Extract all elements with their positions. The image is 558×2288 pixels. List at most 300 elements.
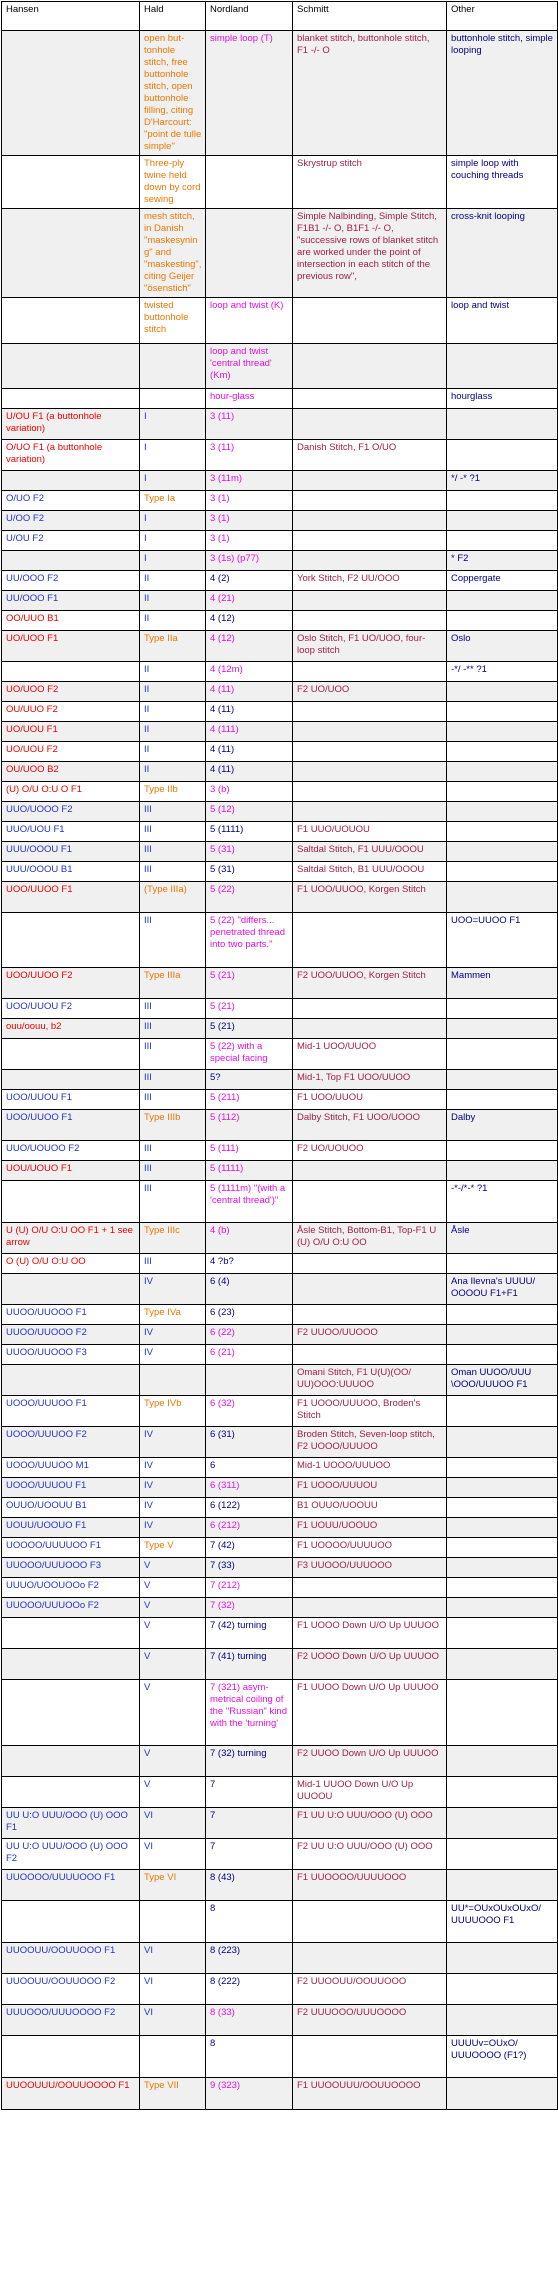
cell-nordland: 6 (22) — [206, 1325, 293, 1345]
cell-nordland: 8 (222) — [206, 1974, 293, 2005]
cell-hansen: OU/UUO F2 — [2, 702, 140, 722]
cell-schmitt — [293, 1305, 447, 1325]
table-row — [2, 1141, 558, 1161]
cell-schmitt — [293, 1181, 447, 1223]
cell-hansen — [2, 209, 140, 298]
cell-other — [447, 344, 558, 389]
cell-schmitt — [293, 742, 447, 762]
cell-other: -*/ -** ?1 — [447, 662, 558, 682]
table-row — [2, 2036, 558, 2078]
table-row — [2, 209, 558, 298]
cell-hald: II — [140, 682, 206, 702]
cell-hansen — [2, 662, 140, 682]
cell-other — [447, 1458, 558, 1478]
cell-hansen — [2, 1070, 140, 1090]
table-row — [2, 551, 558, 571]
cell-schmitt: F1 UU U:O UUU/OOO (U) OOO — [293, 1808, 447, 1839]
cell-hald: V — [140, 1618, 206, 1649]
table-row — [2, 1365, 558, 1396]
cell-other — [447, 682, 558, 702]
cell-hansen — [2, 1901, 140, 1943]
cell-hald: IV — [140, 1518, 206, 1538]
cell-hald: III — [140, 1090, 206, 1110]
cell-schmitt: F1 UUOOOO/UUUUOOO — [293, 1870, 447, 1901]
cell-other — [447, 1518, 558, 1538]
cell-hansen: U/OO F2 — [2, 511, 140, 531]
cell-schmitt — [293, 511, 447, 531]
table-row — [2, 298, 558, 344]
cell-hald: mesh stitch, in Danish "maskesyning" and "maskesting", citing Geijer "ösenstich" — [140, 209, 206, 298]
cell-hald: I — [140, 471, 206, 491]
cell-schmitt: F1 UUOO Down U/O Up UUUOO — [293, 1680, 447, 1746]
cell-other: Coppergate — [447, 571, 558, 591]
cell-hansen: UU U:O UUU/OOO (U) OOO F1 — [2, 1808, 140, 1839]
cell-hald: III — [140, 862, 206, 882]
cell-schmitt: York Stitch, F2 UU/OOO — [293, 571, 447, 591]
cell-nordland: 6 (212) — [206, 1518, 293, 1538]
cell-nordland: 7 — [206, 1777, 293, 1808]
cell-other — [447, 1254, 558, 1274]
cell-nordland: 5 (22) "differs... penetrated thread into two parts." — [206, 913, 293, 968]
table-row — [2, 1558, 558, 1578]
cell-schmitt: F2 UOO/UUOO, Korgen Stitch — [293, 968, 447, 999]
cell-schmitt — [293, 762, 447, 782]
table-row — [2, 1518, 558, 1538]
table-row — [2, 1498, 558, 1518]
cell-hansen — [2, 551, 140, 571]
cell-hansen: UU/OOO F1 — [2, 591, 140, 611]
cell-other — [447, 822, 558, 842]
cell-hald: III — [140, 1039, 206, 1070]
cell-hald: IV — [140, 1478, 206, 1498]
column-header-schmitt: Schmitt — [293, 2, 447, 31]
cell-other — [447, 862, 558, 882]
cell-nordland: 4 (11) — [206, 762, 293, 782]
cell-hansen: UO/UOU F2 — [2, 742, 140, 762]
cell-other: * F2 — [447, 551, 558, 571]
table-row — [2, 882, 558, 913]
table-row — [2, 913, 558, 968]
cell-hansen: ouu/oouu, b2 — [2, 1019, 140, 1039]
cell-other: Oslo — [447, 631, 558, 662]
cell-nordland: 7 — [206, 1839, 293, 1870]
cell-other — [447, 1478, 558, 1498]
cell-other — [447, 1680, 558, 1746]
table-row — [2, 1090, 558, 1110]
cell-hansen — [2, 1039, 140, 1070]
cell-other — [447, 1427, 558, 1458]
cell-nordland: 5 (22) with a special facing — [206, 1039, 293, 1070]
table-row — [2, 742, 558, 762]
cell-hansen — [2, 298, 140, 344]
cell-other: buttonhole stitch, simple looping — [447, 31, 558, 156]
cell-other — [447, 1345, 558, 1365]
cell-nordland: 5 (31) — [206, 842, 293, 862]
cell-other — [447, 842, 558, 862]
cell-hansen — [2, 913, 140, 968]
cell-hansen — [2, 1274, 140, 1305]
cell-hansen: UOOO/UUUOO F2 — [2, 1427, 140, 1458]
cell-hald: VI — [140, 1974, 206, 2005]
table-row — [2, 409, 558, 440]
cell-hald: II — [140, 702, 206, 722]
cell-hansen — [2, 1777, 140, 1808]
cell-hansen: OO/UUO B1 — [2, 611, 140, 631]
cell-hald: Type IIa — [140, 631, 206, 662]
cell-schmitt: Broden Stitch, Seven-loop stitch, F2 UOOO/UUUOO — [293, 1427, 447, 1458]
cell-hald — [140, 389, 206, 409]
cell-other — [447, 1161, 558, 1181]
cell-hald: Type IIIc — [140, 1223, 206, 1254]
table-row — [2, 1274, 558, 1305]
table-row — [2, 1578, 558, 1598]
column-header-nordland: Nordland — [206, 2, 293, 31]
cell-nordland: 5 (1111) — [206, 1161, 293, 1181]
cell-nordland: 6 — [206, 1458, 293, 1478]
cell-hald: Type IVb — [140, 1396, 206, 1427]
table-row — [2, 1870, 558, 1901]
header-row — [2, 2, 558, 31]
table-row — [2, 1808, 558, 1839]
table-row — [2, 1777, 558, 1808]
cell-hansen: OU/UOO B2 — [2, 762, 140, 782]
cell-other: simple loop with couching threads — [447, 156, 558, 209]
cell-hald: IV — [140, 1274, 206, 1305]
cell-hald: IV — [140, 1345, 206, 1365]
cell-hald: Type VII — [140, 2078, 206, 2110]
table-row — [2, 1478, 558, 1498]
cell-other — [447, 591, 558, 611]
cell-hald: V — [140, 1558, 206, 1578]
table-row — [2, 662, 558, 682]
cell-nordland: 3 (11) — [206, 440, 293, 471]
cell-hald: I — [140, 531, 206, 551]
cell-nordland: 7 (32) — [206, 1598, 293, 1618]
cell-schmitt: Mid-1 UUOO Down U/O Up UUOOU — [293, 1777, 447, 1808]
cell-schmitt — [293, 782, 447, 802]
cell-hald: III — [140, 822, 206, 842]
table-header — [2, 2, 558, 31]
cell-hald: V — [140, 1746, 206, 1777]
cell-schmitt: F2 UO/UOO — [293, 682, 447, 702]
table-row — [2, 782, 558, 802]
table-row — [2, 1181, 558, 1223]
cell-other: loop and twist — [447, 298, 558, 344]
cell-hansen: UOO/UUOO F2 — [2, 968, 140, 999]
cell-other — [447, 999, 558, 1019]
cell-nordland: 3 (1) — [206, 511, 293, 531]
cell-other — [447, 1019, 558, 1039]
cell-hansen: UUOOO/UUUOOo F2 — [2, 1598, 140, 1618]
table-row — [2, 1974, 558, 2005]
cell-schmitt — [293, 1901, 447, 1943]
cell-other — [447, 1305, 558, 1325]
cell-nordland: 5 (112) — [206, 1110, 293, 1141]
cell-hald: twisted buttonhole stitch — [140, 298, 206, 344]
table-row — [2, 999, 558, 1019]
table-row — [2, 1538, 558, 1558]
cell-nordland: 7 (42) turning — [206, 1618, 293, 1649]
cell-other: hourglass — [447, 389, 558, 409]
cell-hansen — [2, 1618, 140, 1649]
cell-other — [447, 440, 558, 471]
table-row — [2, 511, 558, 531]
cell-hald: II — [140, 611, 206, 631]
cell-other — [447, 882, 558, 913]
cell-other — [447, 1943, 558, 1974]
cell-other — [447, 1558, 558, 1578]
cell-nordland: 8 (43) — [206, 1870, 293, 1901]
cell-other — [447, 722, 558, 742]
cell-schmitt: F2 UO/UOUOO — [293, 1141, 447, 1161]
cell-hansen — [2, 1680, 140, 1746]
cell-schmitt — [293, 1943, 447, 1974]
cell-other — [447, 1578, 558, 1598]
table-row — [2, 440, 558, 471]
cell-other — [447, 1538, 558, 1558]
cell-other: Oman UUOO/UUU \OOO/UUUOO F1 — [447, 1365, 558, 1396]
table-row — [2, 722, 558, 742]
cell-hald — [140, 2036, 206, 2078]
cell-hald — [140, 344, 206, 389]
cell-hansen: UUOO/UUOOO F3 — [2, 1345, 140, 1365]
cell-other — [447, 762, 558, 782]
cell-schmitt — [293, 611, 447, 631]
cell-schmitt — [293, 1578, 447, 1598]
cell-nordland: loop and twist 'central thread' (Km) — [206, 344, 293, 389]
cell-hansen — [2, 2036, 140, 2078]
cell-hald: VI — [140, 1943, 206, 1974]
cell-other: UUUUv=OUxO/ UUUOOOO (F1?) — [447, 2036, 558, 2078]
cell-schmitt — [293, 1598, 447, 1618]
cell-schmitt — [293, 2036, 447, 2078]
cell-nordland: 6 (4) — [206, 1274, 293, 1305]
cell-other — [447, 1974, 558, 2005]
cell-schmitt: F2 UUOOUU/OOUUOOO — [293, 1974, 447, 2005]
cell-nordland: 8 (33) — [206, 2005, 293, 2036]
cell-hald: Type IIIb — [140, 1110, 206, 1141]
cell-nordland — [206, 209, 293, 298]
cell-hald: V — [140, 1598, 206, 1618]
cell-schmitt: Mid-1 UOOO/UUUOO — [293, 1458, 447, 1478]
cell-hansen: U (U) O/U O:U OO F1 + 1 see arrow — [2, 1223, 140, 1254]
cell-schmitt — [293, 722, 447, 742]
cell-nordland: 6 (311) — [206, 1478, 293, 1498]
cell-schmitt — [293, 471, 447, 491]
cell-schmitt: Oslo Stitch, F1 UO/UOO, four-loop stitch — [293, 631, 447, 662]
table-row — [2, 1680, 558, 1746]
cell-other — [447, 782, 558, 802]
cell-nordland: 4 ?b? — [206, 1254, 293, 1274]
cell-hansen: UOO/UUOU F2 — [2, 999, 140, 1019]
cell-nordland: 6 (21) — [206, 1345, 293, 1365]
cell-hald: Type V — [140, 1538, 206, 1558]
cell-hansen — [2, 31, 140, 156]
cell-hald: IV — [140, 1325, 206, 1345]
cell-hansen: UUO/UOUOO F2 — [2, 1141, 140, 1161]
table-body — [2, 31, 558, 2110]
cell-hansen — [2, 344, 140, 389]
cell-hansen — [2, 1649, 140, 1680]
cell-other — [447, 2078, 558, 2110]
cell-nordland: 7 (212) — [206, 1578, 293, 1598]
cell-hald: I — [140, 440, 206, 471]
cell-schmitt — [293, 1161, 447, 1181]
table-row — [2, 1901, 558, 1943]
cell-hansen: OUUO/UOOUU B1 — [2, 1498, 140, 1518]
cell-hansen: UUU/OOOU F1 — [2, 842, 140, 862]
cell-schmitt: B1 OUUO/UOOUU — [293, 1498, 447, 1518]
table-row — [2, 1223, 558, 1254]
cell-nordland: 6 (122) — [206, 1498, 293, 1518]
cell-other: Dalby — [447, 1110, 558, 1141]
cell-schmitt: F1 UOOOO/UUUUOO — [293, 1538, 447, 1558]
cell-nordland: 6 (23) — [206, 1305, 293, 1325]
cell-hald: III — [140, 1161, 206, 1181]
cell-nordland: 7 (42) — [206, 1538, 293, 1558]
table-row — [2, 156, 558, 209]
cell-hald: III — [140, 1019, 206, 1039]
table-row — [2, 1161, 558, 1181]
cell-hansen: UOOO/UUUOO F1 — [2, 1396, 140, 1427]
cell-hald: I — [140, 551, 206, 571]
cell-nordland: 4 (b) — [206, 1223, 293, 1254]
cell-schmitt: F1 UOO/UUOO, Korgen Stitch — [293, 882, 447, 913]
cell-hansen: UU U:O UUU/OOO (U) OOO F2 — [2, 1839, 140, 1870]
cell-hald: VI — [140, 1808, 206, 1839]
table-row — [2, 344, 558, 389]
column-header-other: Other — [447, 2, 558, 31]
cell-nordland: 3 (1) — [206, 531, 293, 551]
cell-hansen: UOO/UUOO F1 — [2, 1110, 140, 1141]
cell-nordland: 5 (111) — [206, 1141, 293, 1161]
cell-nordland: 5? — [206, 1070, 293, 1090]
cell-nordland: 4 (12) — [206, 631, 293, 662]
table-row — [2, 1254, 558, 1274]
table-row — [2, 1019, 558, 1039]
cell-nordland: 4 (111) — [206, 722, 293, 742]
cell-schmitt — [293, 344, 447, 389]
cell-other — [447, 491, 558, 511]
cell-other — [447, 1396, 558, 1427]
cell-hansen: UOUU/UOOUO F1 — [2, 1518, 140, 1538]
cell-other — [447, 2005, 558, 2036]
cell-nordland — [206, 1365, 293, 1396]
cell-schmitt: Omani Stitch, F1 U(U)(OO/ UU)OOO:UUUOO — [293, 1365, 447, 1396]
table-row — [2, 31, 558, 156]
table-row — [2, 631, 558, 662]
cell-nordland: 5 (211) — [206, 1090, 293, 1110]
table-row — [2, 1345, 558, 1365]
cell-nordland: 5 (31) — [206, 862, 293, 882]
cell-hansen — [2, 156, 140, 209]
cell-hansen: O (U) O/U O:U OO — [2, 1254, 140, 1274]
table-row — [2, 1305, 558, 1325]
cell-schmitt: F1 UOUU/UOOUO — [293, 1518, 447, 1538]
cell-schmitt: F2 UUUOOO/UUUOOOO — [293, 2005, 447, 2036]
cell-hald: II — [140, 571, 206, 591]
cell-schmitt — [293, 1274, 447, 1305]
cell-nordland: 9 (323) — [206, 2078, 293, 2110]
table-row — [2, 862, 558, 882]
cell-hansen — [2, 1746, 140, 1777]
cell-other — [447, 409, 558, 440]
cell-nordland: 5 (21) — [206, 999, 293, 1019]
cell-nordland: 7 (41) turning — [206, 1649, 293, 1680]
cell-hald: III — [140, 842, 206, 862]
cell-hansen — [2, 471, 140, 491]
table-row — [2, 1839, 558, 1870]
cell-schmitt: F1 UOOO Down U/O Up UUUOO — [293, 1618, 447, 1649]
cell-hald: III — [140, 1141, 206, 1161]
cell-hald: III — [140, 1181, 206, 1223]
cell-schmitt — [293, 551, 447, 571]
cell-hansen: UO/UOO F1 — [2, 631, 140, 662]
cell-nordland: 5 (1111) — [206, 822, 293, 842]
cell-nordland: 6 (31) — [206, 1427, 293, 1458]
table-row — [2, 2078, 558, 2110]
table-row — [2, 762, 558, 782]
cell-other — [447, 531, 558, 551]
cell-nordland: hour-glass — [206, 389, 293, 409]
cell-other — [447, 1090, 558, 1110]
cell-hansen: UOO/UUOO F1 — [2, 882, 140, 913]
cell-nordland: simple loop (T) — [206, 31, 293, 156]
cell-nordland: 5 (22) — [206, 882, 293, 913]
cell-nordland: 8 — [206, 1901, 293, 1943]
cell-hald: Type IIb — [140, 782, 206, 802]
cell-hald: Type VI — [140, 1870, 206, 1901]
cell-hansen: O/UO F1 (a buttonhole variation) — [2, 440, 140, 471]
cell-hansen — [2, 1365, 140, 1396]
cell-hansen: UUOO/UUOOO F2 — [2, 1325, 140, 1345]
cell-other — [447, 1649, 558, 1680]
table-row — [2, 1649, 558, 1680]
cell-schmitt — [293, 662, 447, 682]
cell-other — [447, 1070, 558, 1090]
cell-nordland: 4 (11) — [206, 682, 293, 702]
table-row — [2, 611, 558, 631]
cell-hald: Type Ia — [140, 491, 206, 511]
cell-other — [447, 1141, 558, 1161]
cell-hansen: UUOOUUU/OOUUOOOO F1 — [2, 2078, 140, 2110]
cell-schmitt: Mid-1, Top F1 UOO/UUOO — [293, 1070, 447, 1090]
cell-hald: (Type IIIa) — [140, 882, 206, 913]
cell-hansen: UUO/UOU F1 — [2, 822, 140, 842]
table-row — [2, 2005, 558, 2036]
cell-schmitt: F2 UU U:O UUU/OOO (U) OOO — [293, 1839, 447, 1870]
cell-hansen: UUUOOO/UUUOOOO F2 — [2, 2005, 140, 2036]
cell-schmitt: Skrystrup stitch — [293, 156, 447, 209]
cell-other — [447, 1839, 558, 1870]
table-row — [2, 842, 558, 862]
cell-schmitt: F2 UOOO Down U/O Up UUUOO — [293, 1649, 447, 1680]
cell-schmitt: Åsle Stitch, Bottom-B1, Top-F1 U (U) O/U O:U OO — [293, 1223, 447, 1254]
cell-hald: V — [140, 1649, 206, 1680]
cell-other: cross-knit looping — [447, 209, 558, 298]
cell-other — [447, 1746, 558, 1777]
cell-schmitt: blanket stitch, buttonhole stitch, F1 -/- O — [293, 31, 447, 156]
table-row — [2, 968, 558, 999]
cell-nordland: 5 (1111m) "(with a 'central thread')" — [206, 1181, 293, 1223]
cell-hald: II — [140, 662, 206, 682]
cell-other: UOO=UUOO F1 — [447, 913, 558, 968]
cell-schmitt: Mid-1 UOO/UUOO — [293, 1039, 447, 1070]
cell-hansen: UUOOOO/UUUUOOO F1 — [2, 1870, 140, 1901]
cell-schmitt: Dalby Stitch, F1 UOO/UOOO — [293, 1110, 447, 1141]
cell-hansen: U/OU F1 (a buttonhole variation) — [2, 409, 140, 440]
cell-other — [447, 1039, 558, 1070]
